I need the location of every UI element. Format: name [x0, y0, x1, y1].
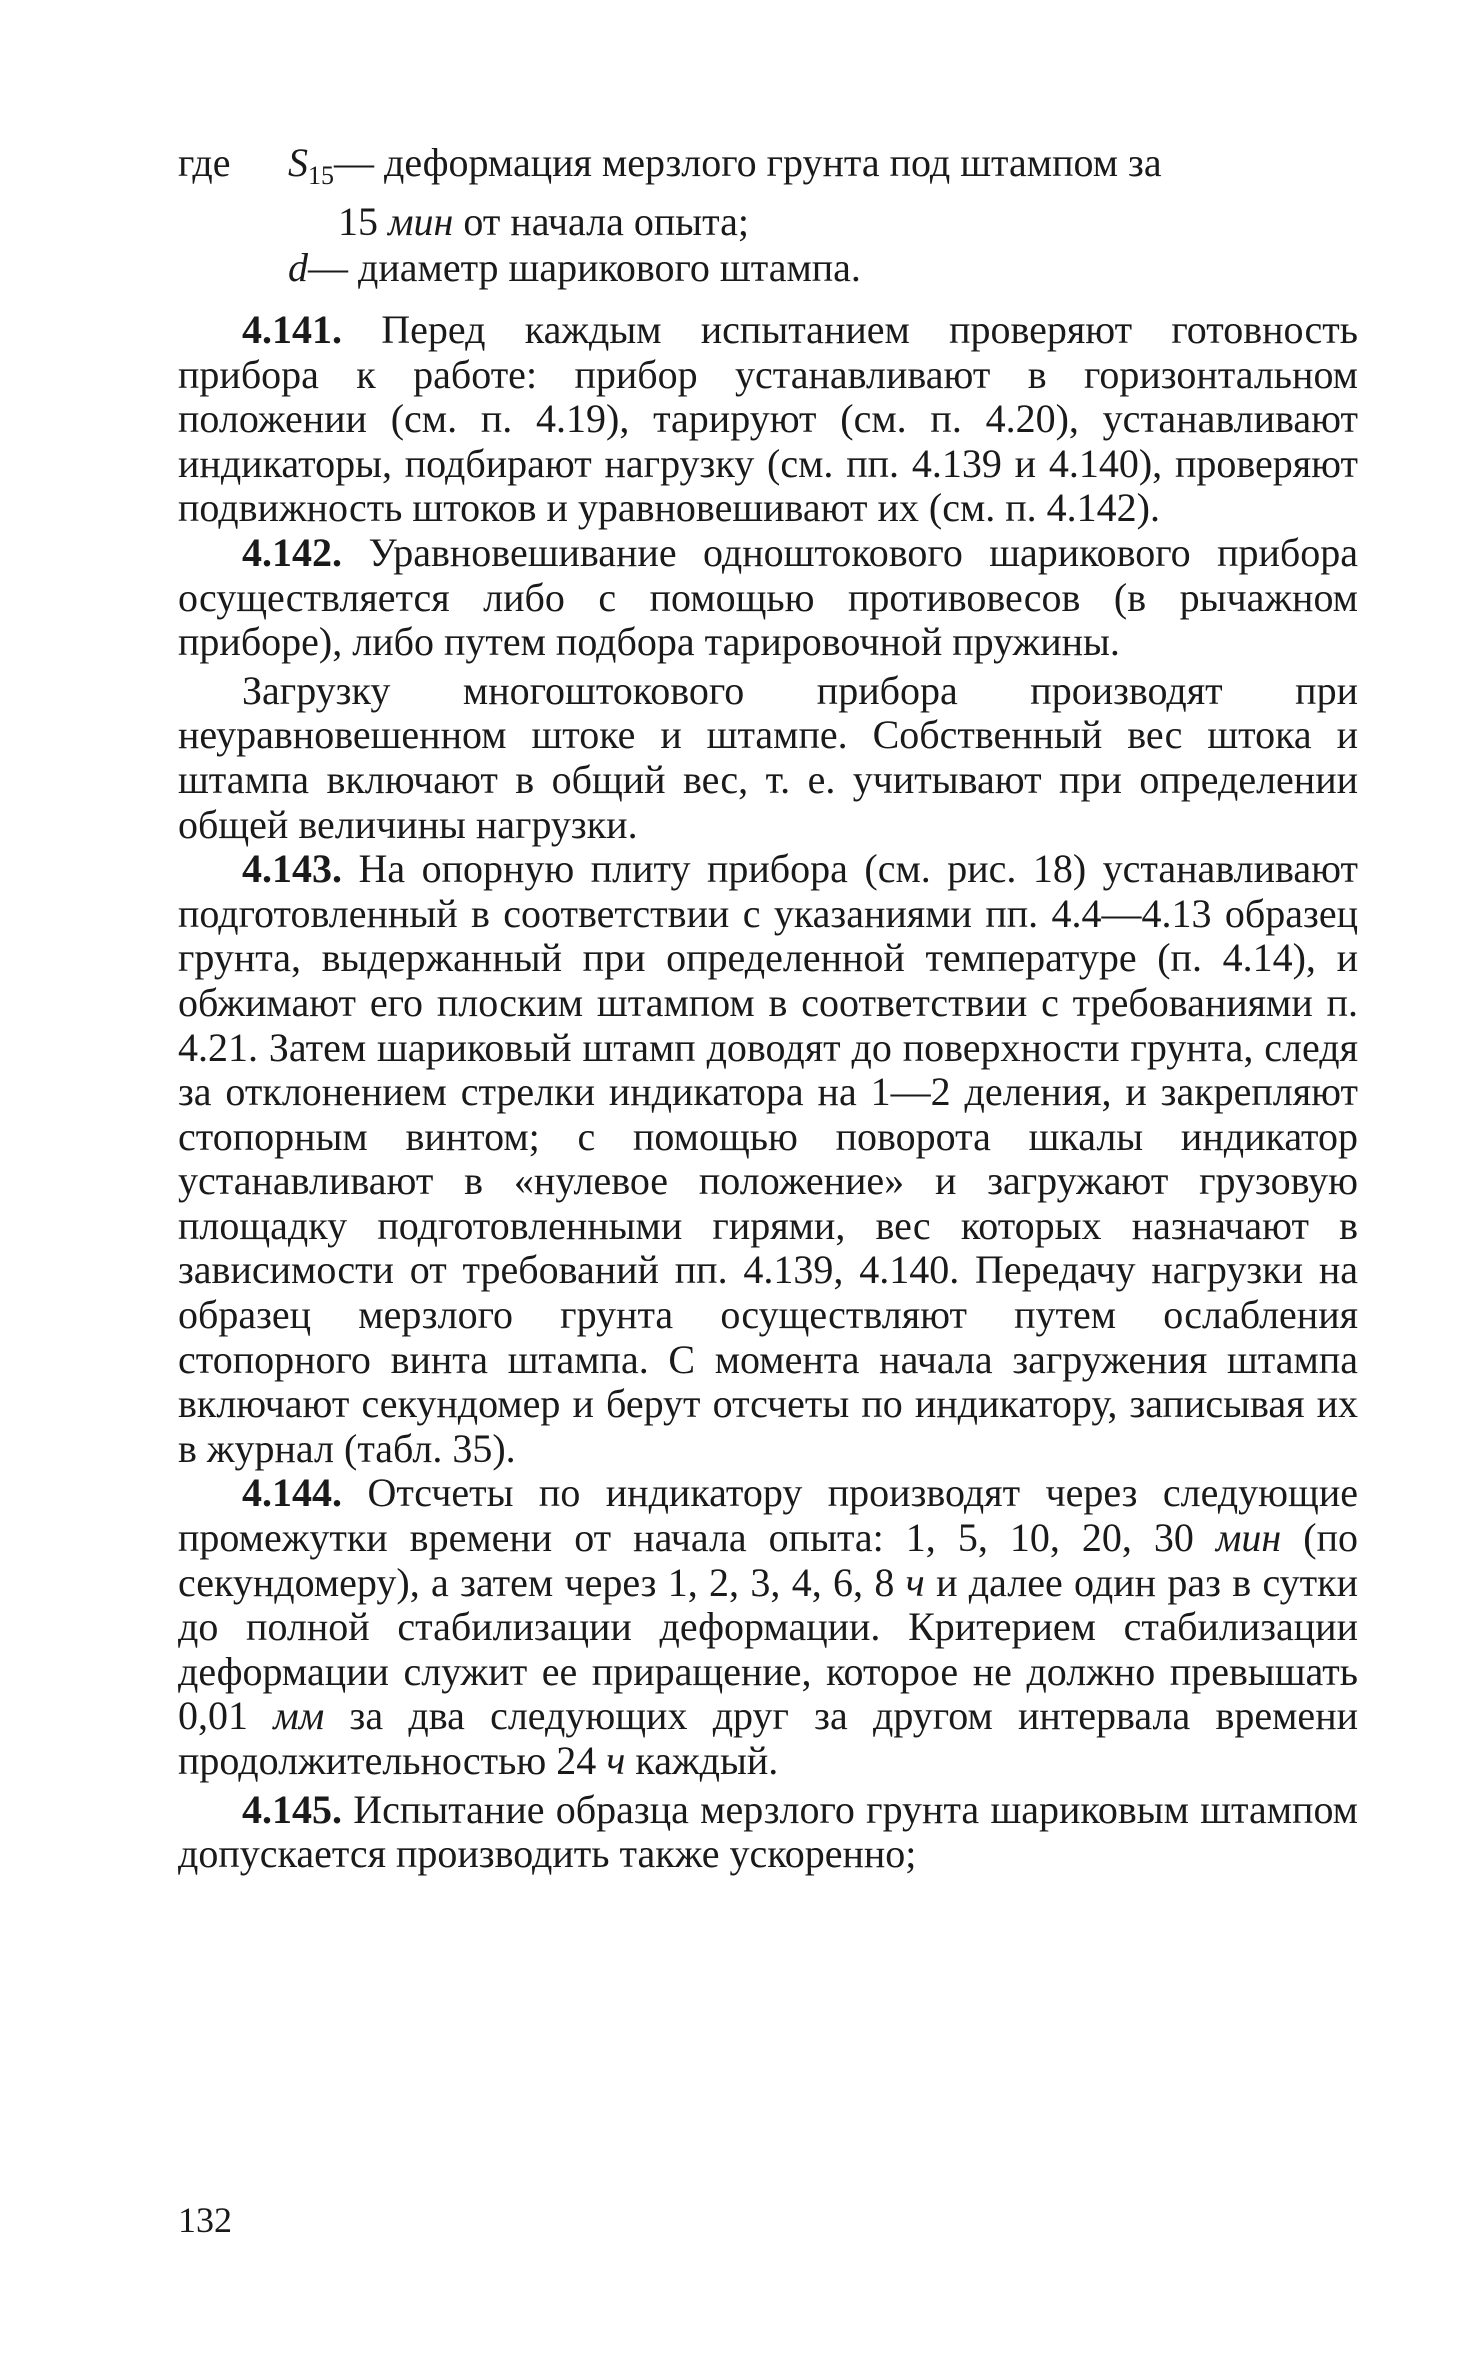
where-label: где — [178, 140, 231, 185]
section-number: 4.144. — [242, 1470, 342, 1516]
unit-hour: ч — [905, 1559, 925, 1605]
paragraph-4-145: 4.145. Испытание образца мерзлого грунта шариковым штампом допускается производить также ускоренно; — [178, 1786, 1358, 1877]
unit-min: мин — [1215, 1515, 1282, 1561]
paragraph-4-143: 4.143. На опорную плиту прибора (см. рис. 18) устанавливают подготовленный в соответствии с указаниями пп. 4.4—4.13 образец грунта, выдержанный при определенной температуре (п. 4.14), и обжимают его плоским штампом в соответствии с требованиями п. 4.21. Затем шариковый штамп доводят до поверхности грунта, следя за отклонением стрелки индикатора на 1—2 деления, и закрепляют стопорным винтом; с помощью поворота шкалы индикатор устанавливают в «нулевое положение» и загружают грузовую площадку подготовленными гирями, вес которых назначают в зависимости от требований пп. 4.139, 4.140. Передачу нагрузки на образец мерзлого грунта осуществляют путем ослабления стопорного винта штампа. С момента начала загружения штампа включают секундомер и берут отсчеты по индикатору, записывая их в журнал (табл. 35). — [178, 846, 1358, 1471]
unit-min: мин — [388, 199, 454, 244]
d-description: — диаметр шарикового штампа. — [308, 245, 861, 290]
paragraph-4-144: 4.144. Отсчеты по индикатору производят через следующие промежутки времени от начала опыта: 1, 5, 10, 20, 30 мин (по секундомеру), а затем через 1, 2, 3, 4, 6, 8 ч и далее один раз в сутки до полной стабилизации деформации. Критерием стабилизации деформации служит ее приращение, которое не должно превышать 0,01 мм за два следующих друг за другом интервала времени продолжительностью 24 ч каждый. — [178, 1470, 1359, 1783]
paragraph-4-141: 4.141. Перед каждым испытанием проверяют готовность прибора к работе: прибор устанавливают в горизонтальном положении (см. п. 4.19), тарируют (см. п. 4.20), устанавливают индикаторы, подбирают нагрузку (см. пп. 4.139 и 4.140), проверяют подвижность штоков и уравновешивают их (см. п. 4.142). — [178, 307, 1358, 531]
page-number: 132 — [178, 2200, 232, 2240]
unit-hour: ч — [606, 1738, 626, 1783]
unit-mm: мм — [273, 1693, 325, 1739]
definition-s15 — [178, 140, 1358, 199]
s15-subscript: 15 — [308, 161, 334, 190]
s15-symbol: $S_{15}$ — [288, 140, 334, 190]
s15-description-line1: — деформация мерзлого грунта под штампом за — [334, 140, 1162, 185]
definition-d — [178, 245, 1358, 291]
section-number: 4.145. — [242, 1786, 342, 1832]
section-number: 4.143. — [242, 846, 342, 892]
formula-definitions — [178, 140, 1358, 291]
section-number: 4.142. — [242, 529, 342, 575]
body-text — [178, 308, 1358, 1877]
definition-s15-continuation: 15 мин от начала опыта; — [338, 199, 749, 244]
d-symbol: d — [288, 245, 308, 290]
paragraph-4-142: 4.142. Уравновешивание одноштокового шарикового прибора осуществляется либо с помощью противовесов (в рычажном приборе), либо путем подбора тарировочной пружины. — [178, 529, 1358, 665]
section-number: 4.141. — [242, 307, 342, 352]
paragraph-4-142-continued: Загрузку многоштокового прибора производят при неуравновешенном штоке и штампе. Собственный вес штока и штампа включают в общий вес, т. е. учитывают при определении общей величины нагрузки. — [178, 667, 1358, 847]
